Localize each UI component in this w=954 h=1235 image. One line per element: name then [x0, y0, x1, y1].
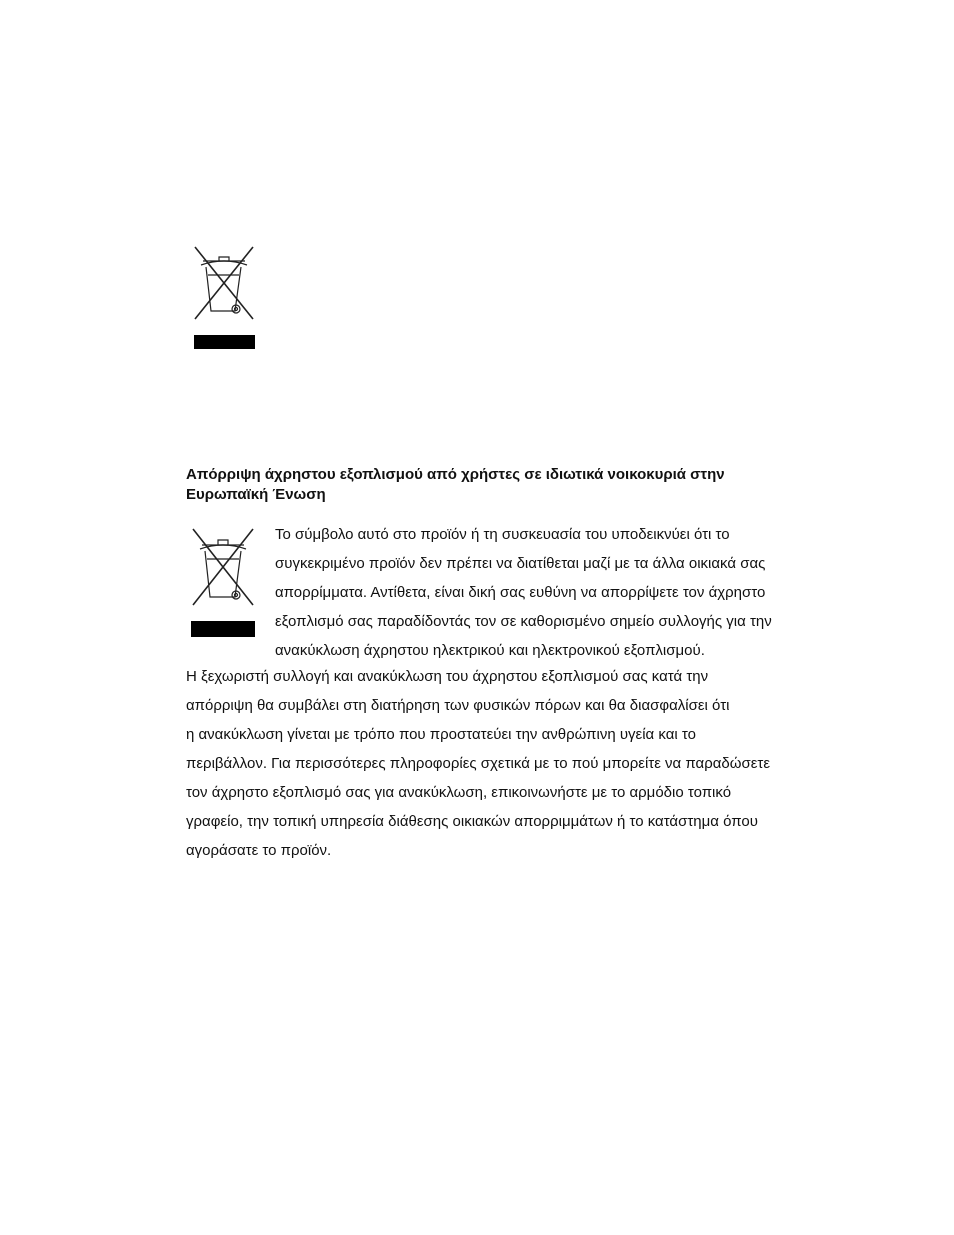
symbol-description-paragraph: [275, 520, 850, 665]
paragraph-line: συγκεκριμένο προϊόν δεν πρέπει να διατίθεται μαζί με τα άλλα οικιακά σας: [275, 555, 766, 572]
paragraph-line: Το σύμβολο αυτό στο προϊόν ή τη συσκευασία του υποδεικνύει ότι το: [275, 526, 730, 543]
crossed-out-wheelie-bin-icon: [191, 243, 257, 351]
weee-bin-icon-section: [189, 525, 257, 639]
heading-line: Ευρωπαϊκή Ένωση: [186, 486, 326, 503]
paragraph-line: τον άχρηστο εξοπλισμό σας για ανακύκλωση, επικοινωνήστε με το αρμόδιο τοπικό: [186, 784, 732, 801]
weee-bin-icon-top: [191, 243, 257, 351]
paragraph-line: Η ξεχωριστή συλλογή και ανακύκλωση του άχρηστου εξοπλισμού σας κατά την: [186, 668, 709, 685]
heading-line: Απόρριψη άχρηστου εξοπλισμού από χρήστες σε ιδιωτικά νοικοκυριά στην: [186, 466, 725, 483]
paragraph-line: απορρίμματα. Αντίθετα, είναι δική σας ευθύνη να απορρίψετε τον άχρηστο: [275, 584, 766, 601]
paragraph-line: ανακύκλωση άχρηστου ηλεκτρικού και ηλεκτρονικού εξοπλισμού.: [275, 642, 705, 659]
recycling-info-paragraph: [186, 662, 851, 865]
paragraph-line: αγοράσατε το προϊόν.: [186, 842, 332, 859]
paragraph-line: γραφείο, την τοπική υπηρεσία διάθεσης οικιακών απορριμμάτων ή το κατάστημα όπου: [186, 813, 758, 830]
section-heading: [186, 465, 846, 505]
paragraph-line: απόρριψη θα συμβάλει στη διατήρηση των φυσικών πόρων και θα διασφαλίσει ότι: [186, 697, 730, 714]
paragraph-line: εξοπλισμό σας παραδίδοντάς τον σε καθορισμένο σημείο συλλογής για την: [275, 613, 772, 630]
paragraph-line: περιβάλλον. Για περισσότερες πληροφορίες σχετικά με το πού μπορείτε να παραδώσετε: [186, 755, 771, 772]
paragraph-line: η ανακύκλωση γίνεται με τρόπο που προστατεύει την ανθρώπινη υγεία και το: [186, 726, 696, 743]
crossed-out-wheelie-bin-icon: [189, 525, 257, 639]
